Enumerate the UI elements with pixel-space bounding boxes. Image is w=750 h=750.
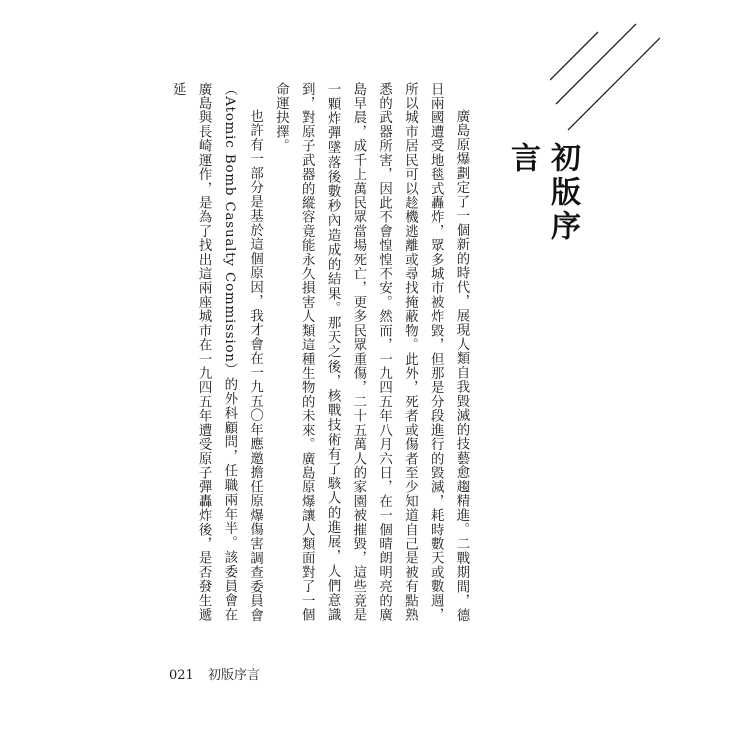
page-number: 021 bbox=[169, 668, 194, 683]
chapter-title: 初版序言 bbox=[505, 142, 580, 244]
paragraph: 廣島原爆劃定了一個新的時代，展現人類自我毀滅的技藝愈趨精進。二戰期間，德日兩國遭受地毯式轟炸，眾多城市被炸毀，但那是分段進行的毀滅，耗時數天或數週，所以城市居民可以趁機逃離或尋找掩蔽物。此外，死者或傷者至少知道自己是被有點熟悉的武器所害，因此不會惶惶不安。然而，一九四五年八月六日，在一個晴朗明亮的廣島早晨，成千上萬民眾當場死亡，更多民眾重傷，二十五萬人的家園被摧毀，這些竟是一顆炸彈墜落後數秒內造成的結果。那天之後，核戰技術有了駭人的進展，人們意識到，對原子武器的縱容竟能永久損害人類這種生物的未來。廣島原爆讓人類面對了一個命運抉擇。 bbox=[273, 82, 469, 622]
decorative-diagonal-lines bbox=[550, 18, 660, 138]
page-footer bbox=[169, 664, 260, 683]
paragraph: 也許有一部分是基於這個原因，我才會在一九五〇年應邀擔任原爆傷害調查委員會（Atomic Bomb Casualty Commission）的外科顧問，任職兩年半。該委員會在廣島與長崎運作，是為了找出這兩座城市在一九四五年遭受原子彈轟炸後，是否發生遞延 bbox=[170, 82, 263, 622]
body-text bbox=[164, 82, 474, 622]
running-head: 初版序言 bbox=[207, 668, 260, 683]
